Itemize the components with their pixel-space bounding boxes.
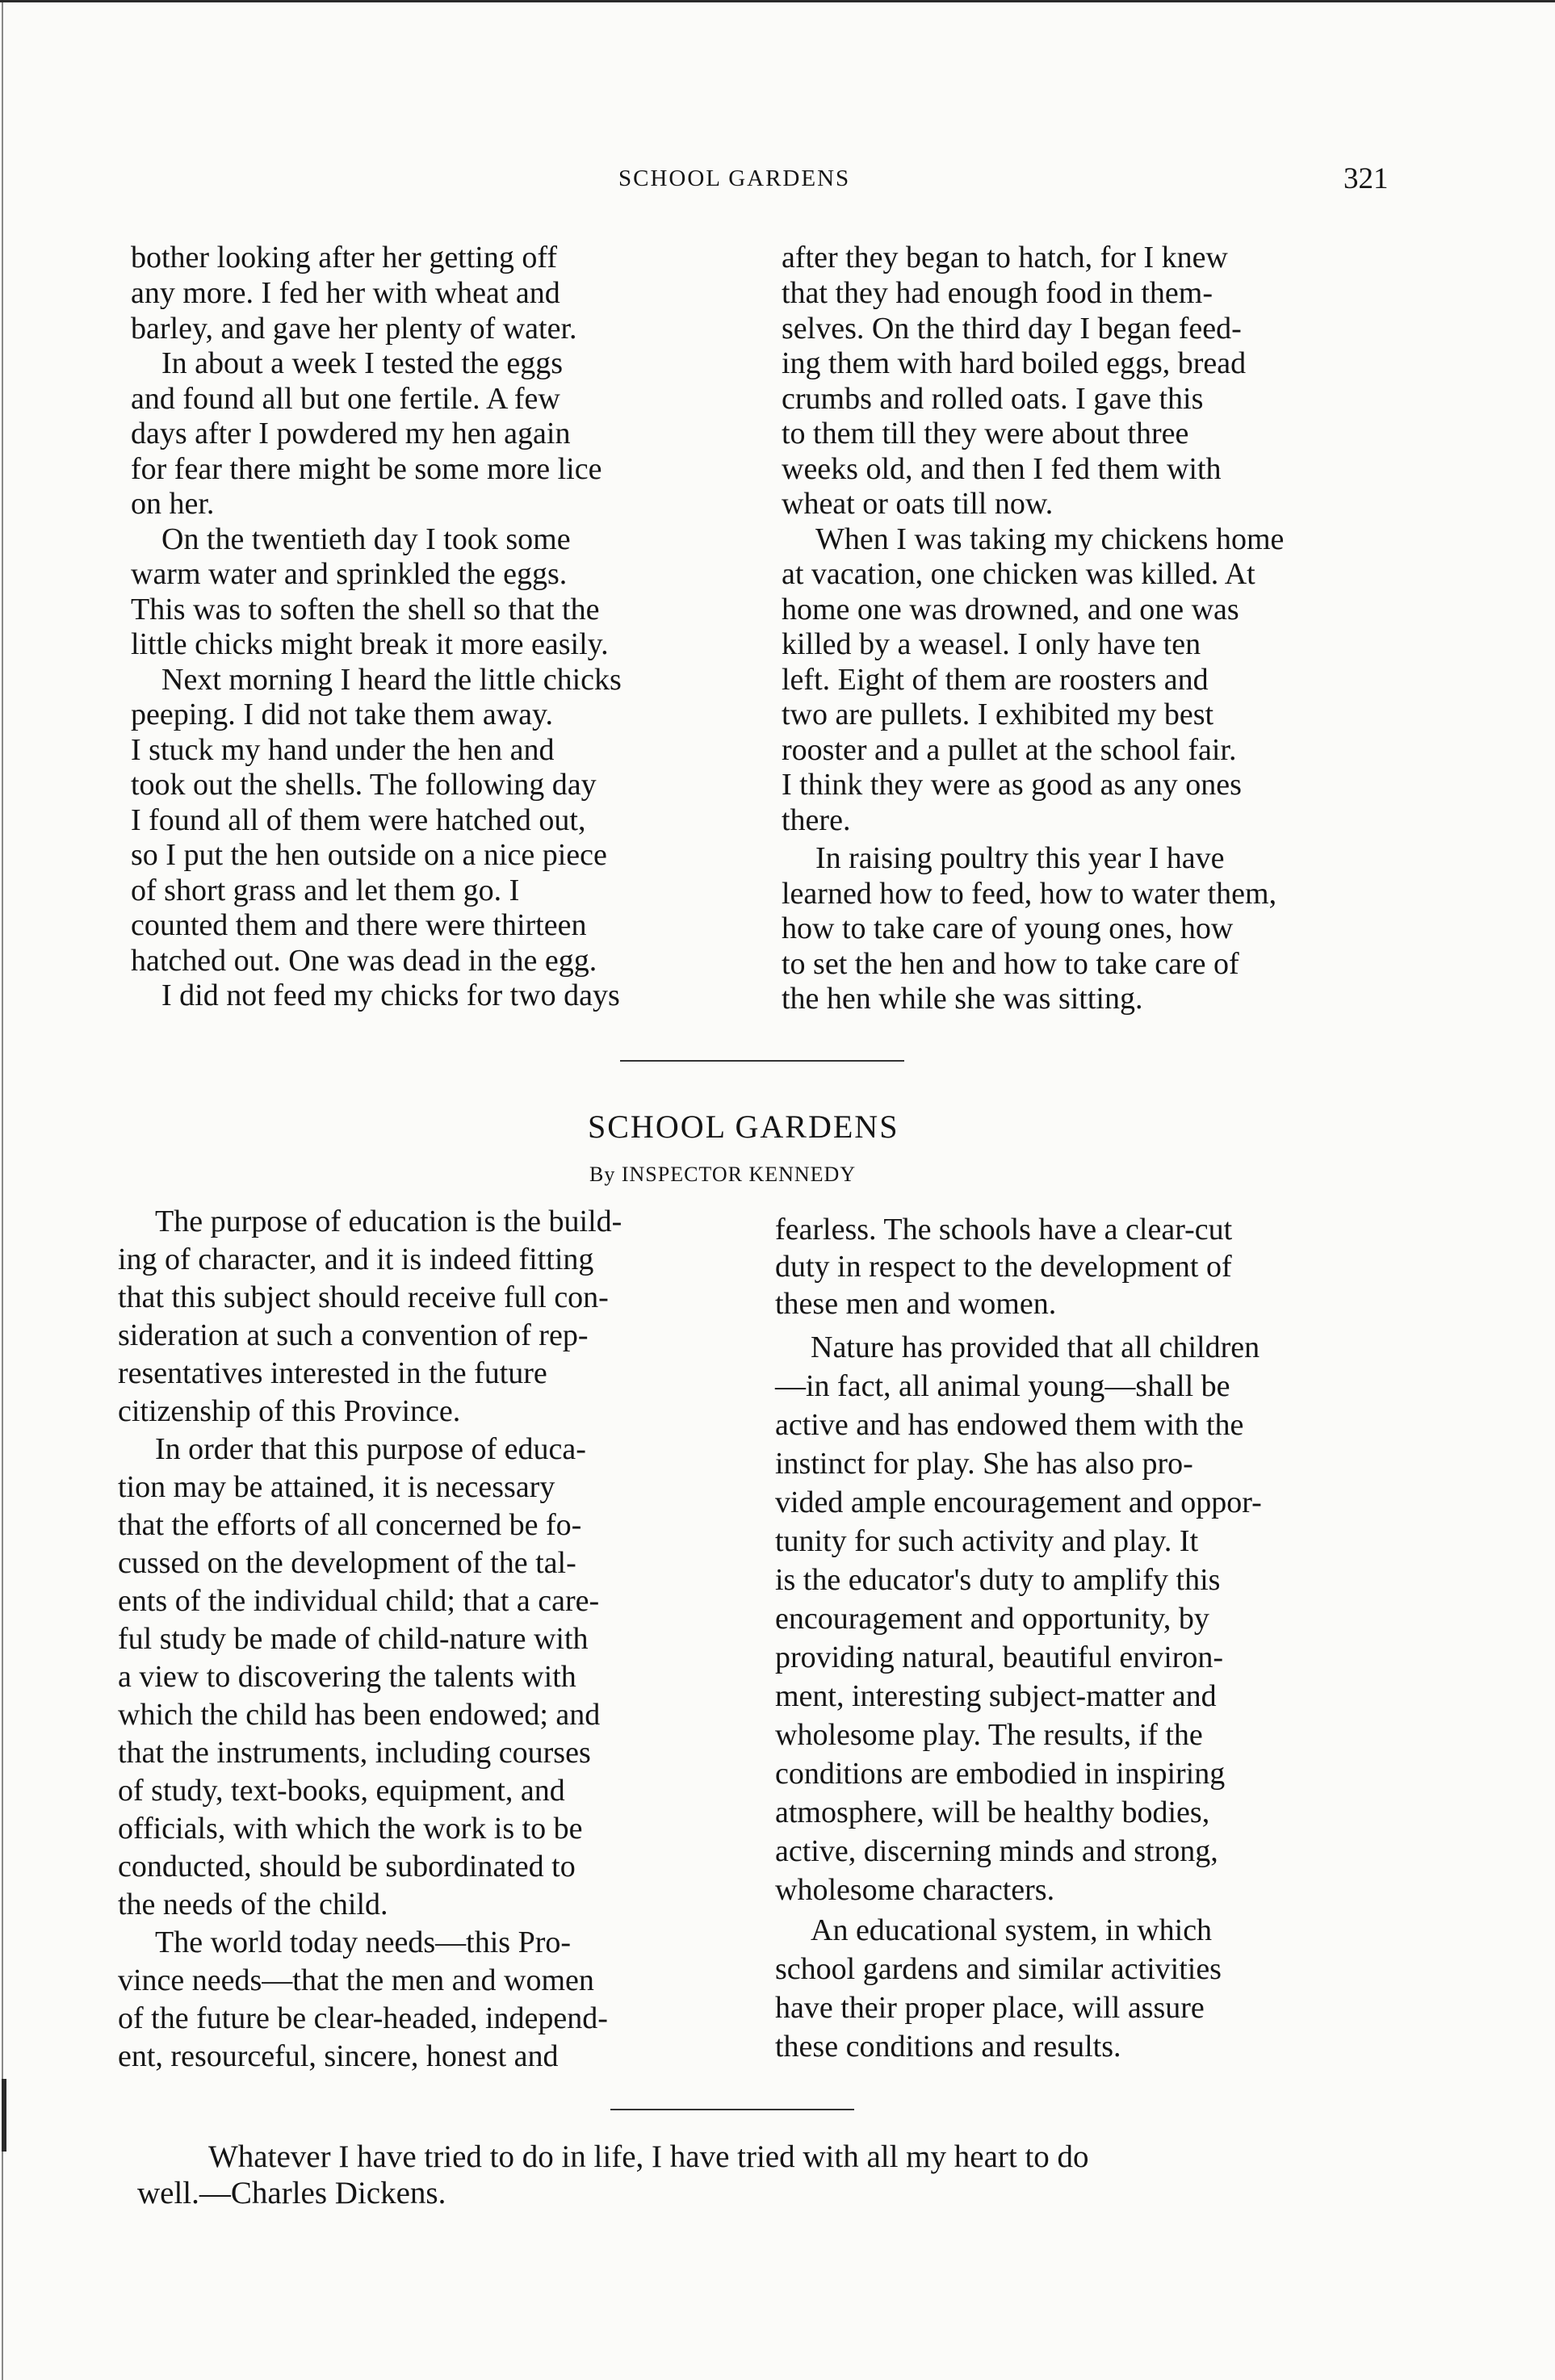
text-line: officials, with which the work is to be: [118, 1812, 583, 1846]
text-line: any more. I fed her with wheat and: [131, 276, 560, 310]
text-line: active, discerning minds and strong,: [775, 1834, 1218, 1868]
text-line: ents of the individual child; that a care-: [118, 1584, 600, 1618]
text-line: Next morning I heard the little chicks: [161, 663, 622, 697]
text-line: The world today needs—this Pro-: [155, 1925, 572, 1959]
scan-top-edge: [0, 0, 1555, 2]
text-line: on her.: [131, 487, 215, 521]
text-line: In order that this purpose of educa-: [155, 1432, 586, 1466]
text-line: ing them with hard boiled eggs, bread: [782, 346, 1247, 380]
text-line: school gardens and similar activities: [775, 1952, 1222, 1986]
text-line: how to take care of young ones, how: [782, 911, 1234, 945]
text-line: that the efforts of all concerned be fo-: [118, 1508, 582, 1542]
text-line: cussed on the development of the tal-: [118, 1546, 576, 1580]
text-line: peeping. I did not take them away.: [131, 698, 554, 731]
text-line: ful study be made of child-nature with: [118, 1622, 589, 1656]
text-line: I found all of them were hatched out,: [131, 803, 586, 837]
text-line: conditions are embodied in inspiring: [775, 1757, 1226, 1791]
text-line: is the educator's duty to amplify this: [775, 1563, 1221, 1597]
text-line: vided ample encouragement and oppor-: [775, 1485, 1262, 1519]
text-line: vince needs—that the men and women: [118, 1963, 594, 1997]
text-line: active and has endowed them with the: [775, 1408, 1244, 1442]
text-line: a view to discovering the talents with: [118, 1660, 576, 1694]
text-line: left. Eight of them are roosters and: [782, 663, 1209, 697]
text-line: killed by a weasel. I only have ten: [782, 627, 1201, 661]
text-line: at vacation, one chicken was killed. At: [782, 557, 1255, 591]
text-line: that they had enough food in them-: [782, 276, 1213, 310]
text-line: warm water and sprinkled the eggs.: [131, 557, 568, 591]
text-line: the hen while she was sitting.: [782, 982, 1143, 1016]
text-line: sideration at such a convention of rep-: [118, 1318, 589, 1352]
text-line: hatched out. One was dead in the egg.: [131, 944, 597, 978]
text-line: The purpose of education is the build-: [155, 1205, 622, 1238]
text-line: atmosphere, will be healthy bodies,: [775, 1795, 1210, 1829]
text-line: tunity for such activity and play. It: [775, 1524, 1199, 1558]
text-line: An educational system, in which: [811, 1913, 1213, 1947]
text-line: wholesome play. The results, if the: [775, 1718, 1203, 1752]
text-line: barley, and gave her plenty of water.: [131, 312, 577, 346]
text-line: weeks old, and then I fed them with: [782, 452, 1222, 486]
text-line: In raising poultry this year I have: [815, 841, 1225, 875]
section-divider: [620, 1060, 904, 1062]
text-line: ent, resourceful, sincere, honest and: [118, 2039, 559, 2073]
text-line: citizenship of this Province.: [118, 1394, 461, 1428]
text-line: ment, interesting subject-matter and: [775, 1679, 1217, 1713]
text-line: providing natural, beautiful environ-: [775, 1640, 1224, 1674]
text-line: counted them and there were thirteen: [131, 908, 587, 942]
text-line: to them till they were about three: [782, 417, 1189, 450]
text-line: I stuck my hand under the hen and: [131, 733, 555, 767]
text-line: these conditions and results.: [775, 2030, 1121, 2064]
quote-divider: [610, 2109, 854, 2110]
text-line: resentatives interested in the future: [118, 1356, 547, 1390]
text-line: ing of character, and it is indeed fitting: [118, 1242, 594, 1276]
text-line: tion may be attained, it is necessary: [118, 1470, 555, 1504]
text-line: learned how to feed, how to water them,: [782, 877, 1277, 911]
text-line: and found all but one fertile. A few: [131, 382, 560, 416]
text-line: so I put the hen outside on a nice piece: [131, 838, 607, 872]
article-byline: By INSPECTOR KENNEDY: [589, 1163, 857, 1186]
text-line: I think they were as good as any ones: [782, 768, 1242, 802]
text-line: home one was drowned, and one was: [782, 593, 1239, 626]
text-line: the needs of the child.: [118, 1888, 388, 1921]
text-line: that the instruments, including courses: [118, 1736, 591, 1770]
text-line: duty in respect to the development of: [775, 1250, 1232, 1284]
text-line: of the future be clear-headed, independ-: [118, 2001, 608, 2035]
text-line: wheat or oats till now.: [782, 487, 1054, 521]
text-line: This was to soften the shell so that the: [131, 593, 600, 626]
text-line: there.: [782, 803, 851, 837]
text-line: crumbs and rolled oats. I gave this: [782, 382, 1204, 416]
text-line: When I was taking my chickens home: [815, 522, 1285, 556]
page-number: 321: [1343, 162, 1389, 195]
text-line: days after I powdered my hen again: [131, 417, 571, 450]
text-line: these men and women.: [775, 1287, 1057, 1321]
quote-attribution: well.—Charles Dickens.: [137, 2176, 446, 2210]
text-line: took out the shells. The following day: [131, 768, 597, 802]
text-line: of study, text-books, equipment, and: [118, 1774, 565, 1808]
text-line: rooster and a pullet at the school fair.: [782, 733, 1237, 767]
text-line: little chicks might break it more easily.: [131, 627, 609, 661]
text-line: bother looking after her getting off: [131, 241, 557, 274]
text-line: for fear there might be some more lice: [131, 452, 602, 486]
text-line: I did not feed my chicks for two days: [161, 978, 620, 1012]
quote-line: Whatever I have tried to do in life, I have tried with all my heart to do: [208, 2139, 1089, 2174]
text-line: On the twentieth day I took some: [161, 522, 571, 556]
text-line: selves. On the third day I began feed-: [782, 312, 1242, 346]
scan-left-edge: [2, 0, 3, 2380]
text-line: In about a week I tested the eggs: [161, 346, 563, 380]
text-line: wholesome characters.: [775, 1873, 1055, 1907]
text-line: two are pullets. I exhibited my best: [782, 698, 1214, 731]
text-line: have their proper place, will assure: [775, 1991, 1205, 2025]
text-line: —in fact, all animal young—shall be: [775, 1369, 1230, 1403]
text-line: Nature has provided that all children: [811, 1330, 1260, 1364]
text-line: after they began to hatch, for I knew: [782, 241, 1228, 274]
text-line: which the child has been endowed; and: [118, 1698, 601, 1732]
running-title: SCHOOL GARDENS: [618, 166, 851, 191]
text-line: conducted, should be subordinated to: [118, 1850, 576, 1883]
text-line: encouragement and opportunity, by: [775, 1602, 1209, 1636]
text-line: of short grass and let them go. I: [131, 874, 520, 907]
scan-left-mark: [2, 2079, 6, 2152]
text-line: that this subject should receive full con-: [118, 1280, 609, 1314]
text-line: fearless. The schools have a clear-cut: [775, 1213, 1233, 1247]
text-line: to set the hen and how to take care of: [782, 947, 1239, 981]
text-line: instinct for play. She has also pro-: [775, 1447, 1193, 1481]
article-title: SCHOOL GARDENS: [588, 1108, 899, 1145]
